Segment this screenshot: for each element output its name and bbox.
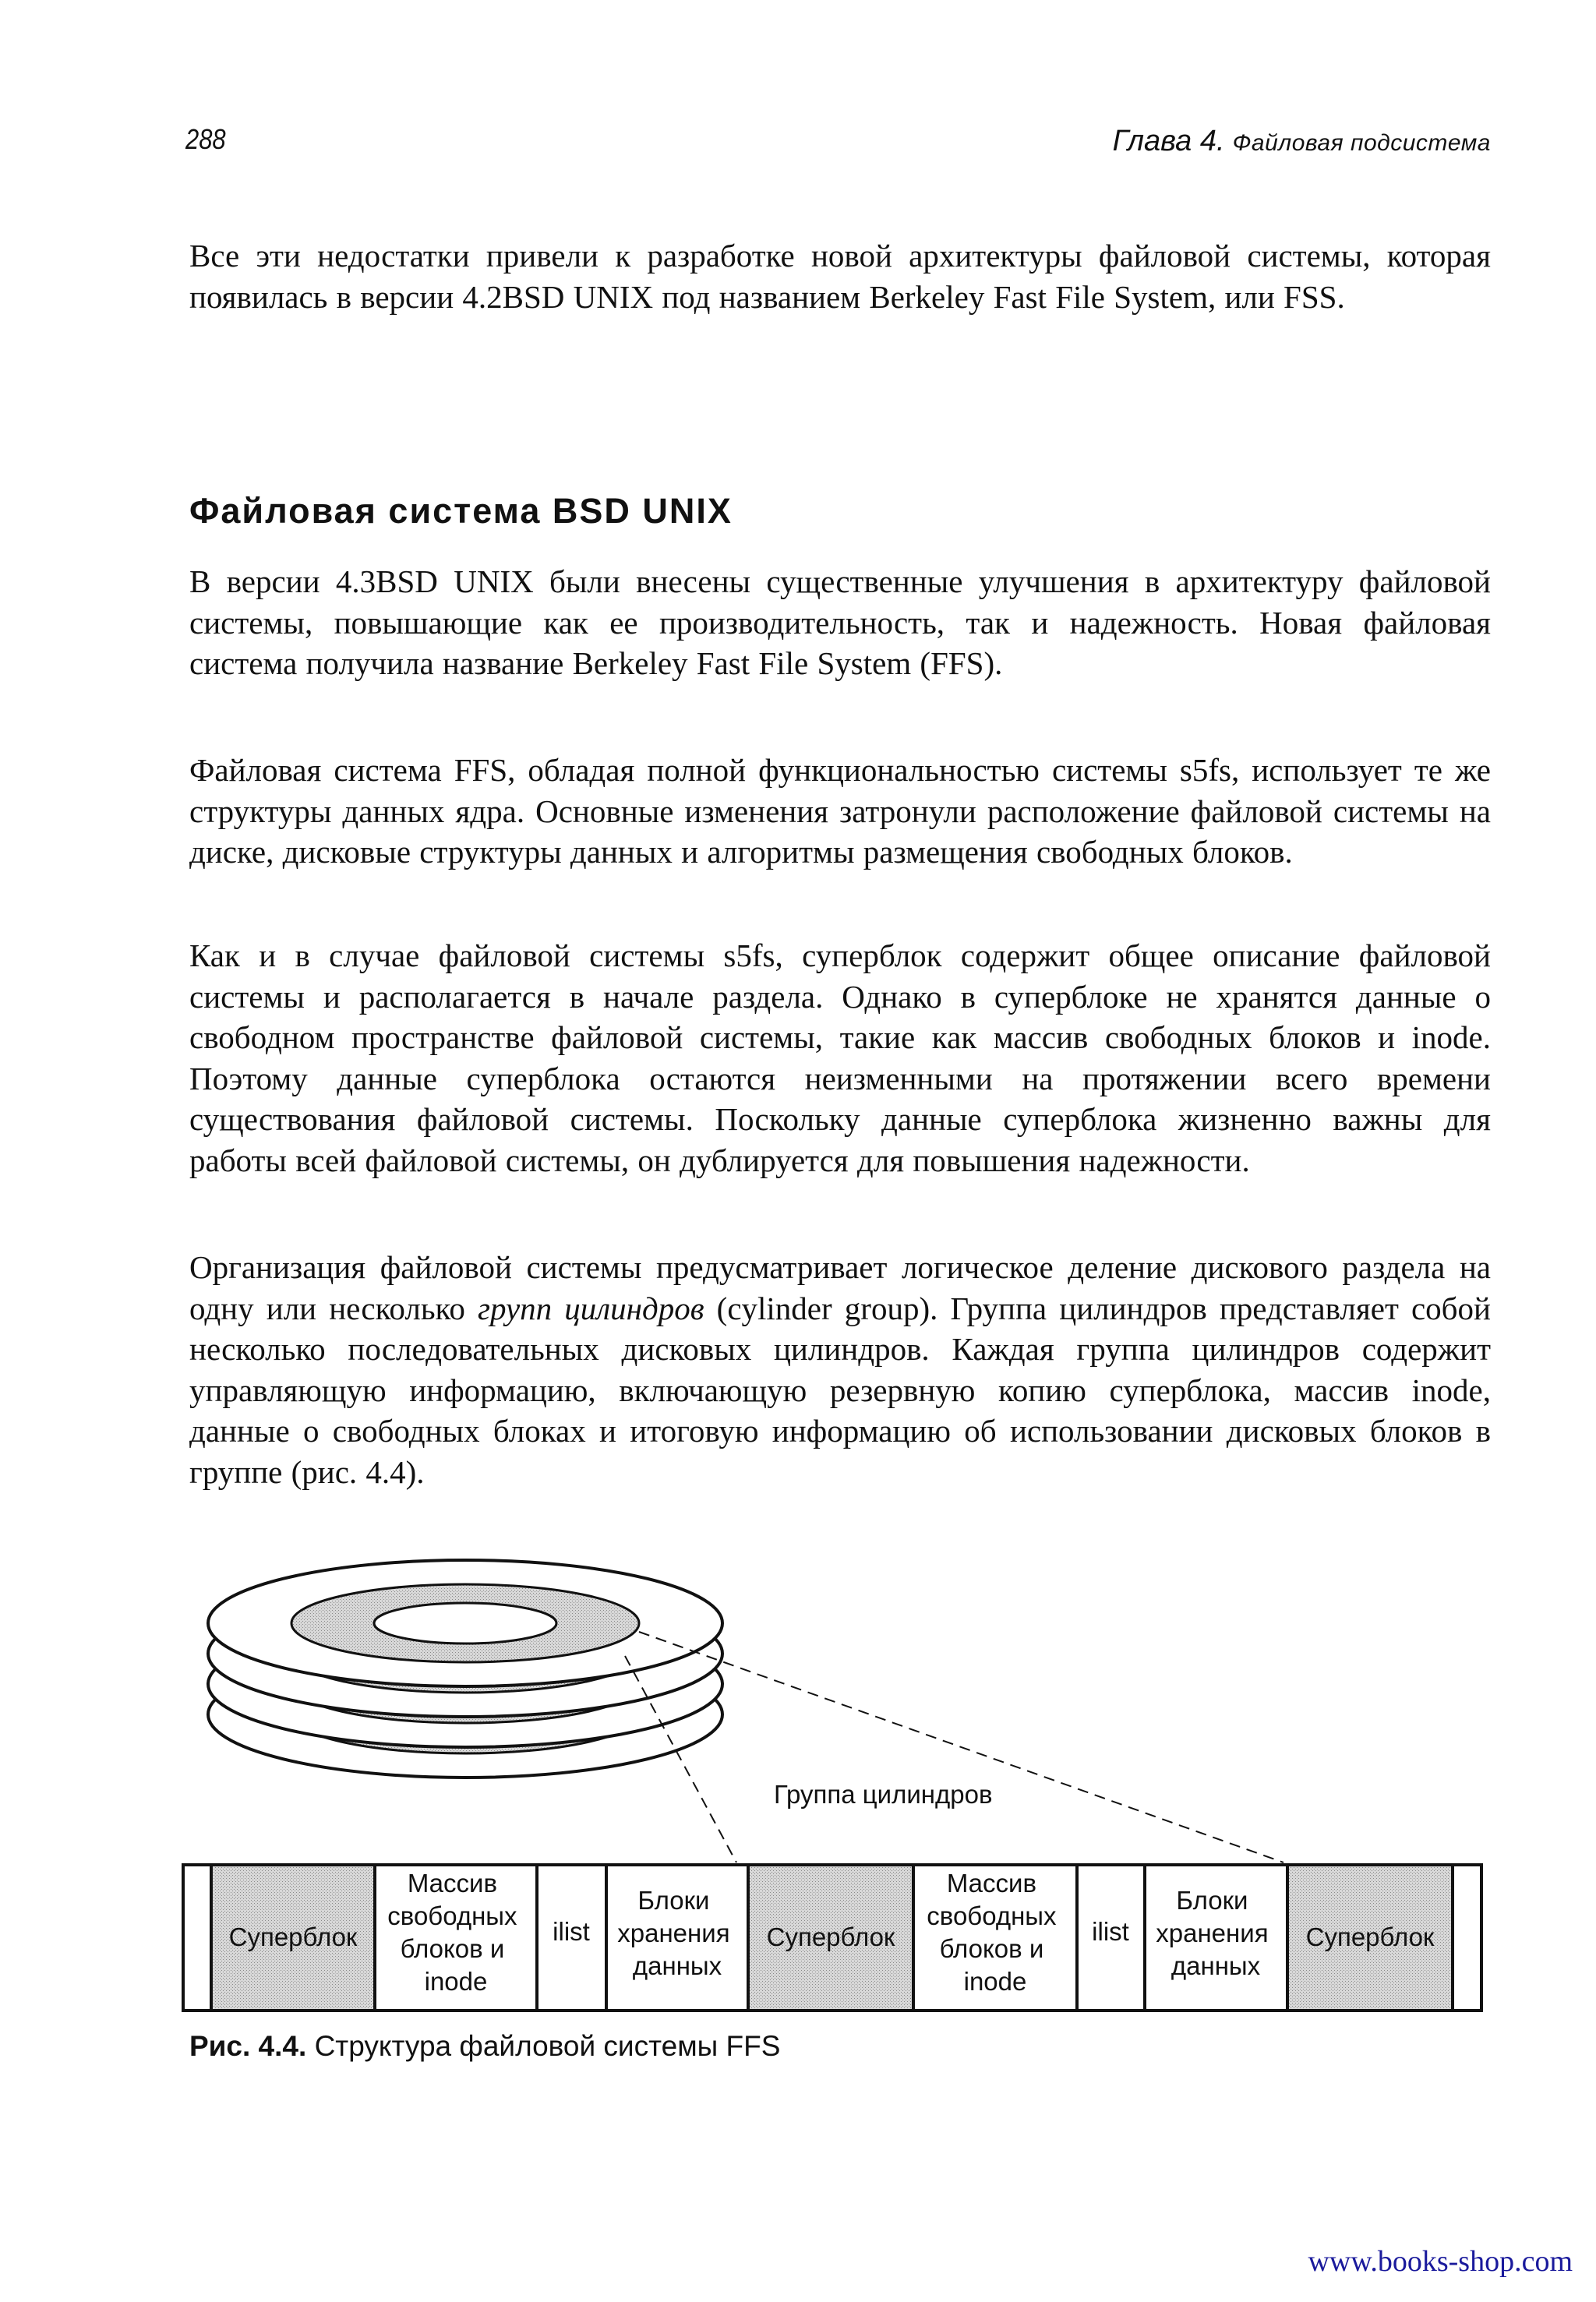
data-blocks-1-l2: хранения	[617, 1919, 730, 1947]
caption-text: Структура файловой системы FFS	[314, 2030, 781, 2062]
paragraph-4-end: (cylinder group). Группа цилиндров представляет собой несколько последовательных дисковых цилиндров. Каждая группа цилиндров содержит управляющую информацию, включающую резервную копию суперблока, массив inode, данные о свободных блоках и итоговую информацию об использовании дисковых блоков в группе (рис. 4.4).	[189, 1290, 1491, 1490]
superblock-2: Суперблок	[766, 1922, 895, 1951]
free-array-2-l1: Массив	[946, 1869, 1037, 1898]
free-array-1-l1: Массив	[407, 1869, 498, 1898]
free-array-1-l4: inode	[424, 1967, 488, 1996]
caption-label: Рис. 4.4.	[189, 2030, 307, 2062]
cylinder-group-label: Группа цилиндров	[774, 1780, 993, 1809]
figure-caption	[189, 2030, 780, 2063]
chapter-title: Файловая подсистема	[1232, 130, 1491, 156]
page-number: 288	[185, 123, 226, 155]
chapter-label: Глава 4.	[1112, 125, 1225, 157]
superblock-3: Суперблок	[1305, 1922, 1435, 1951]
data-blocks-2-l1: Блоки	[1176, 1886, 1248, 1915]
ilist-1: ilist	[553, 1917, 590, 1946]
intro-paragraph: Все эти недостатки привели к разработке новой архитектуры файловой системы, которая появилась в версии 4.2BSD UNIX под названием Berkeley Fast File System, или FSS.	[189, 238, 1491, 315]
free-array-1-l2: свободных	[387, 1901, 517, 1930]
paragraph-2: Файловая система FFS, обладая полной функциональностью системы s5fs, использует те же структуры данных ядра. Основные изменения затронули расположение файловой системы на диске, дисковые структуры данных и алгоритмы размещения свободных блоков.	[189, 752, 1491, 870]
paragraph-4-start: Организация файловой системы предусматривает логическое деление дискового раздела на одну или несколько	[189, 1249, 1491, 1326]
superblock-1: Суперблок	[228, 1922, 358, 1951]
paragraph-3: Как и в случае файловой системы s5fs, суперблок содержит общее описание файловой системы и располагается в начале раздела. Однако в суперблоке не хранятся данные о свободном пространстве файловой системы, такие как массив свободных блоков и inode. Поэтому данные суперблока остаются неизменными на протяжении всего времени существования файловой системы. Поскольку данные суперблока жизненно важны для работы всей файловой системы, он дублируется для повышения надежности.	[189, 937, 1491, 1178]
paragraph-1: В версии 4.3BSD UNIX были внесены существенные улучшения в архитектуру файловой системы, повышающие как ее производительность, так и надежность. Новая файловая система получила название Berkeley Fast File System (FFS).	[189, 563, 1491, 681]
data-blocks-2-l2: хранения	[1156, 1919, 1269, 1947]
ilist-2: ilist	[1092, 1917, 1129, 1946]
disk-platter-1	[208, 1560, 722, 1686]
guide-line-right	[639, 1632, 1284, 1862]
data-blocks-1-l1: Блоки	[637, 1886, 710, 1915]
free-array-2-l4: inode	[963, 1967, 1027, 1996]
data-blocks-1-l3: данных	[632, 1951, 722, 1980]
section-title: Файловая система BSD UNIX	[189, 491, 733, 531]
free-array-2-l2: свободных	[927, 1901, 1057, 1930]
free-array-2-l3: блоков и	[939, 1934, 1044, 1963]
paragraph-4-term: групп цилиндров	[478, 1290, 704, 1326]
footer-url: www.books-shop.com	[1308, 2245, 1573, 2278]
free-array-1-l3: блоков и	[400, 1934, 505, 1963]
data-blocks-2-l3: данных	[1171, 1951, 1261, 1980]
